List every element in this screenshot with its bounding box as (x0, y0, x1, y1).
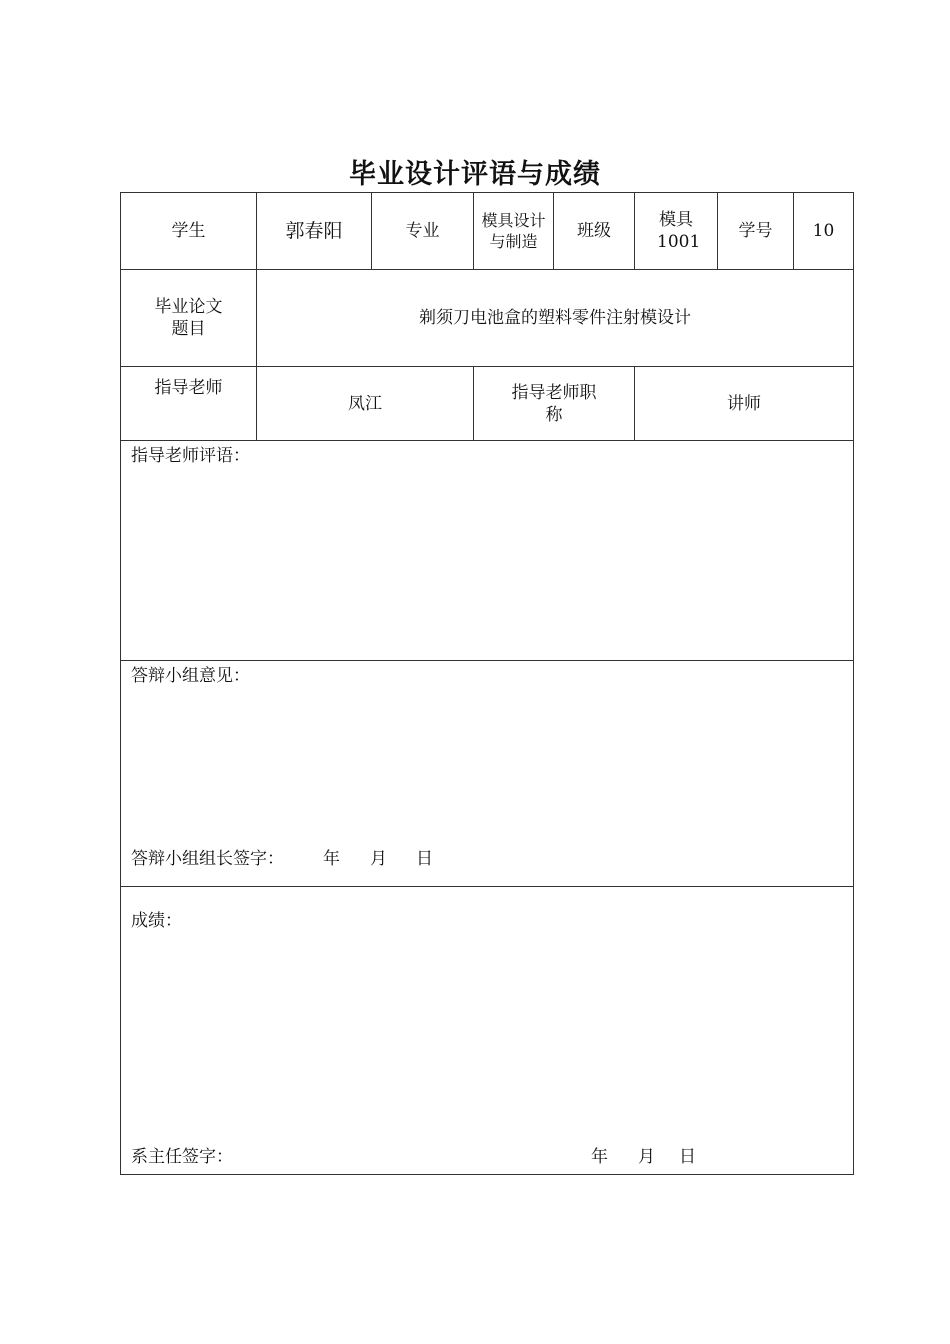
defense-day: 日 (416, 849, 433, 869)
advisor-name: 凤江 (257, 367, 474, 441)
grade-row (121, 887, 854, 1175)
thesis-topic-row (121, 270, 854, 367)
defense-year: 年 (323, 849, 340, 869)
thesis-topic-label: 毕业论文题目 (121, 270, 257, 367)
student-id-value: 10 (794, 193, 854, 270)
class-value: 模具1001 (635, 193, 718, 270)
defense-section (121, 661, 854, 887)
defense-row (121, 661, 854, 887)
defense-sign-label: 答辩小组组长签字： (131, 849, 284, 869)
evaluation-form-table (120, 192, 854, 1175)
defense-month: 月 (370, 849, 387, 869)
page-title: 毕业设计评语与成绩 (349, 159, 601, 190)
student-name: 郭春阳 (257, 193, 372, 270)
student-info-row (121, 193, 854, 270)
advisor-comment-row (121, 441, 854, 661)
defense-label: 答辩小组意见： (131, 666, 250, 686)
dean-sign-label: 系主任签字： (131, 1147, 233, 1167)
dean-year: 年 (591, 1147, 608, 1167)
grade-label: 成绩： (131, 911, 182, 931)
advisor-comment-section (121, 441, 854, 661)
dean-month: 月 (638, 1147, 655, 1167)
advisor-comment-label: 指导老师评语： (131, 446, 250, 466)
class-label: 班级 (554, 193, 635, 270)
student-label: 学生 (121, 193, 257, 270)
advisor-label: 指导老师 (121, 367, 257, 441)
advisor-row (121, 367, 854, 441)
major-value: 模具设计与制造 (474, 193, 554, 270)
student-id-label: 学号 (718, 193, 794, 270)
grade-section (121, 887, 854, 1175)
dean-sign-date (591, 1146, 696, 1168)
thesis-topic-value: 剃须刀电池盒的塑料零件注射模设计 (257, 270, 854, 367)
defense-date (323, 848, 433, 870)
advisor-title-value: 讲师 (635, 367, 854, 441)
advisor-title-label: 指导老师职称 (474, 367, 635, 441)
major-label: 专业 (372, 193, 474, 270)
dean-day: 日 (679, 1147, 696, 1167)
